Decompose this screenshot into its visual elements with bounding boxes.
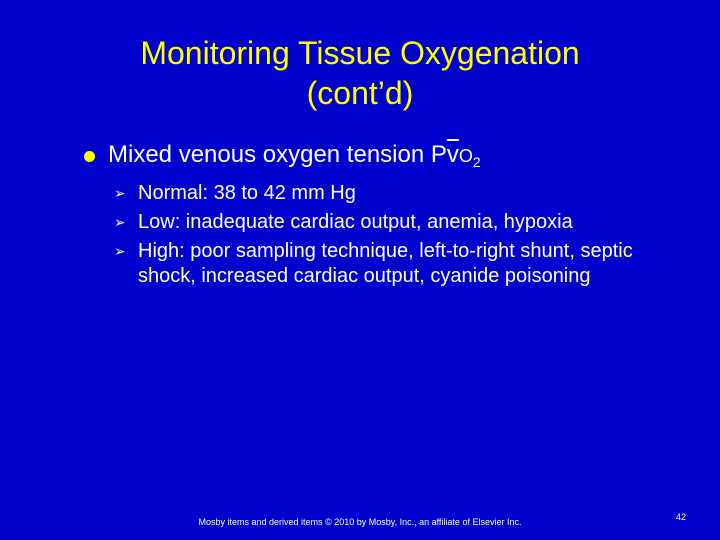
- sub-bullet-text: High: poor sampling technique, left-to-right shunt, septic shock, increased cardiac output, cyanide poisoning: [138, 240, 633, 287]
- copyright-footer: Mosby items and derived items © 2010 by Mosby, Inc., an affiliate of Elsevier Inc.: [198, 517, 522, 527]
- sub-bullet-list: [84, 181, 644, 289]
- sub-bullet-text: Normal: 38 to 42 mm Hg: [138, 182, 356, 204]
- page-number: 42: [676, 512, 687, 522]
- title-line-2: (cont’d): [306, 75, 414, 111]
- sub-bullet-low: [114, 210, 644, 235]
- main-bullet: [84, 140, 644, 177]
- main-bullet-text: Mixed venous oxygen tension P: [108, 141, 447, 168]
- title-line-1: Monitoring Tissue Oxygenation: [140, 35, 580, 71]
- sub-bullet-normal: [114, 181, 644, 206]
- bullet-list: [84, 140, 644, 293]
- v-bar-char: $\overline{v}$: [446, 141, 459, 168]
- subscript-2: 2: [472, 154, 481, 170]
- arrowhead-bullet-icon: ➢: [114, 185, 126, 201]
- pvo2-symbol: [447, 141, 481, 168]
- arrowhead-bullet-icon: ➢: [114, 243, 126, 259]
- slide-title: [60, 33, 660, 113]
- sub-bullet-high: [114, 239, 644, 289]
- sub-bullet-text: Low: inadequate cardiac output, anemia, hypoxia: [138, 211, 573, 233]
- round-bullet-icon: [84, 151, 95, 162]
- arrowhead-bullet-icon: ➢: [114, 214, 126, 230]
- o-char: O: [458, 146, 473, 166]
